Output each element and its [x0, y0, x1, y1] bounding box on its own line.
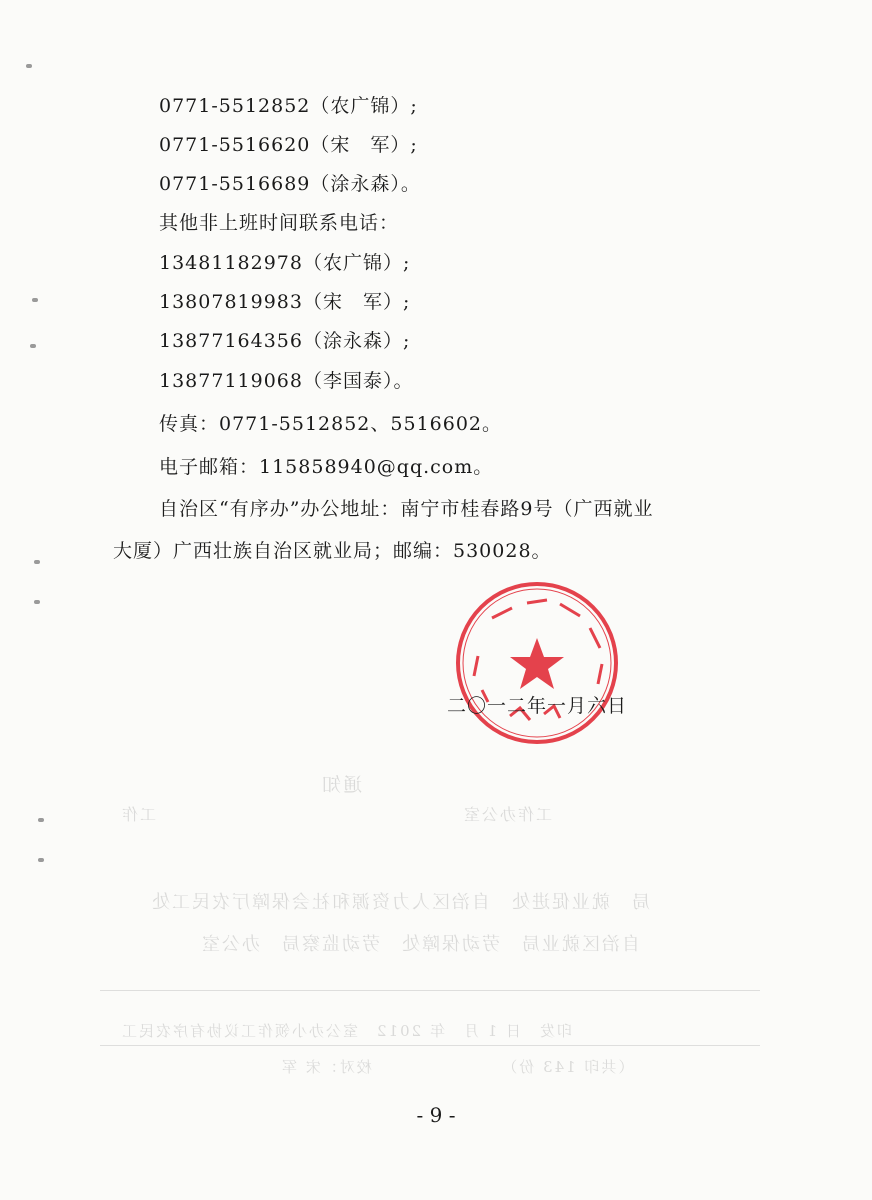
mobile-phone-heading: 其他非上班时间联系电话：: [159, 212, 400, 234]
binding-mark: [32, 298, 38, 302]
address-line: 自治区“有序办”办公地址：南宁市桂春路9号（广西就业: [159, 498, 654, 520]
seal-star: [510, 638, 564, 689]
binding-mark: [38, 818, 44, 822]
bleed-through-text: 通知: [320, 774, 363, 796]
binding-mark: [34, 560, 40, 564]
bleed-through-text: （共印 143 份） 校对：宋 军: [280, 1058, 634, 1076]
mobile-phone-line: 13807819983（宋 军）;: [159, 291, 411, 313]
fax-line: 传真：0771-5512852、5516602。: [159, 413, 503, 435]
bleed-through-text: 工作办公室 工作: [120, 805, 553, 824]
office-phone-line: 0771-5512852（农广锦）;: [159, 95, 418, 117]
binding-mark: [30, 344, 36, 348]
issue-date: 二〇一二年一月六日: [447, 695, 628, 717]
binding-mark: [38, 858, 44, 862]
bleed-through-text: 局 就业促进处 自治区人力资源和社会保障厅农民工处: [150, 892, 650, 913]
bleed-through-rule: [100, 1045, 760, 1046]
office-phone-line: 0771-5516620（宋 军）;: [159, 134, 418, 156]
official-seal-stamp: [452, 578, 622, 748]
page-number: - 9 -: [416, 1103, 456, 1127]
bleed-through-rule: [100, 990, 760, 991]
mobile-phone-line: 13481182978（农广锦）;: [159, 252, 411, 274]
bleed-through-text: 自治区就业局 劳动保障处 劳动监察局 办公室: [200, 934, 640, 955]
address-line: 大厦）广西壮族自治区就业局；邮编：530028。: [113, 540, 552, 562]
bleed-through-text: 印发 日 1 月 年 2012 室公办小领作工议协有序农民工: [120, 1022, 573, 1040]
mobile-phone-line: 13877119068（李国泰）。: [159, 370, 414, 392]
mobile-phone-line: 13877164356（涂永森）;: [159, 330, 411, 352]
binding-mark: [34, 600, 40, 604]
binding-mark: [26, 64, 32, 68]
email-line: 电子邮箱：115858940@qq.com。: [159, 456, 494, 478]
office-phone-line: 0771-5516689（涂永森）。: [159, 173, 421, 195]
